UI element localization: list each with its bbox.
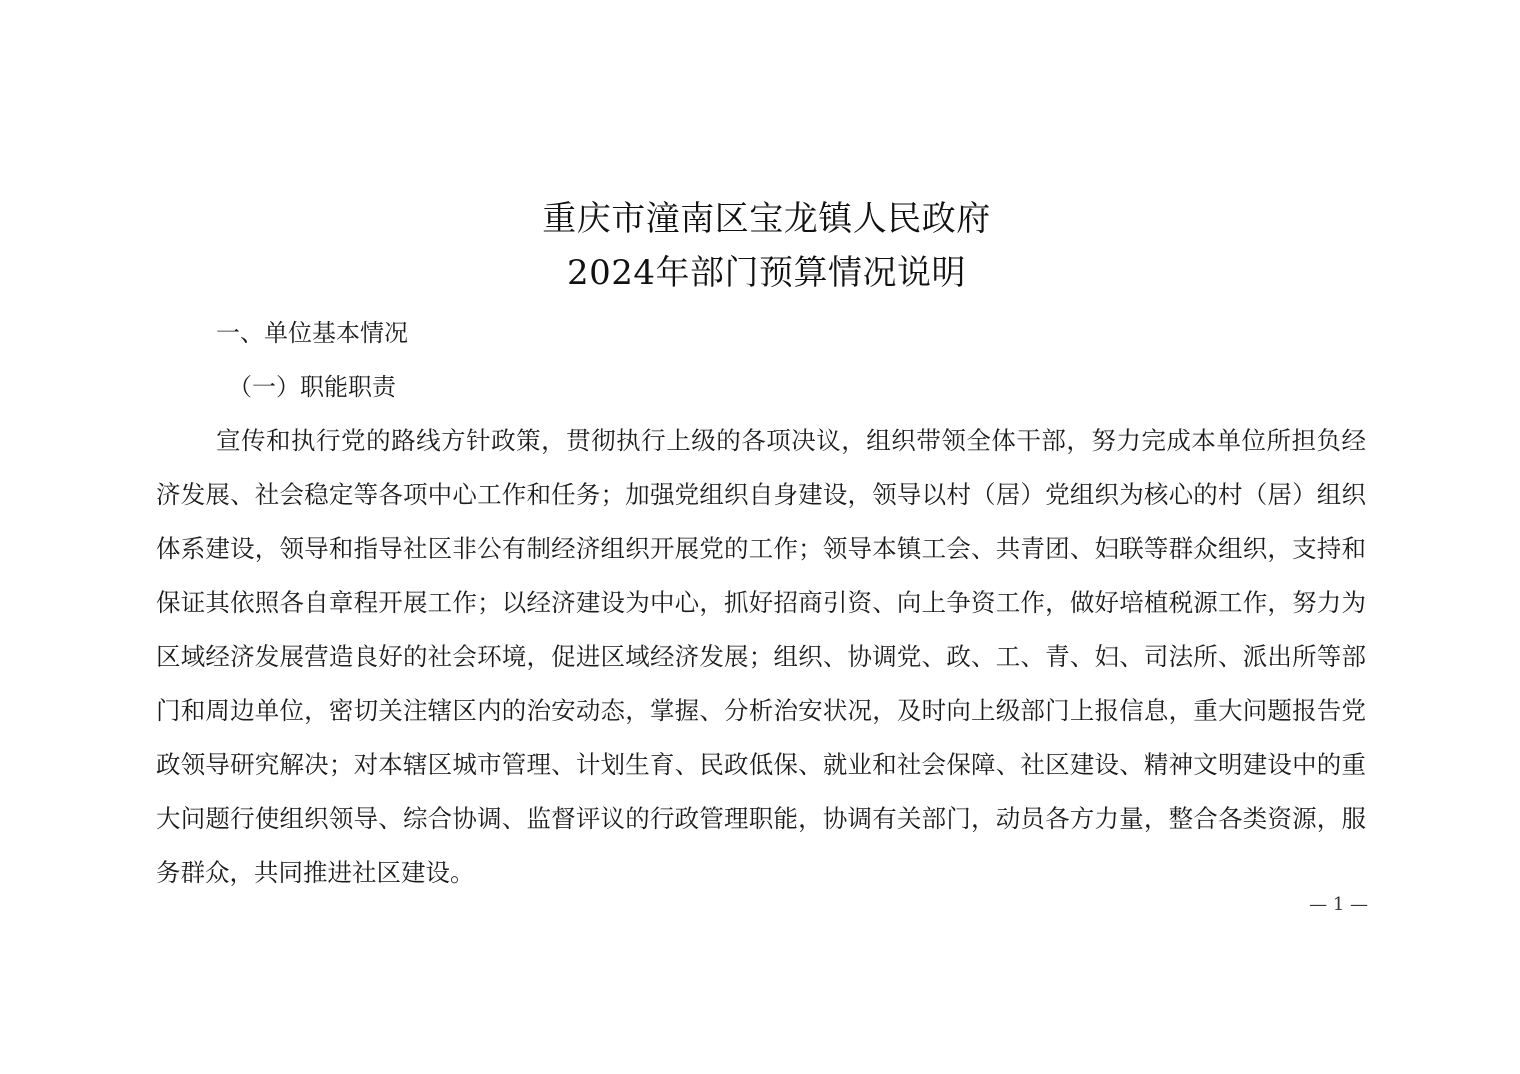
page-number: — 1 — xyxy=(1309,894,1368,915)
document-body xyxy=(156,306,1366,900)
body-paragraph: 宣传和执行党的路线方针政策，贯彻执行上级的各项决议，组织带领全体干部，努力完成本单位所担负经济发展、社会稳定等各项中心工作和任务；加强党组织自身建设，领导以村（居）党组织为核心的村（居）组织体系建设，领导和指导社区非公有制经济组织开展党的工作；领导本镇工会、共青团、妇联等群众组织，支持和保证其依照各自章程开展工作；以经济建设为中心，抓好招商引资、向上争资工作，做好培植税源工作，努力为区域经济发展营造良好的社会环境，促进区域经济发展；组织、协调党、政、工、青、妇、司法所、派出所等部门和周边单位，密切关注辖区内的治安动态，掌握、分析治安状况，及时向上级部门上报信息，重大问题报告党政领导研究解决；对本辖区城市管理、计划生育、民政低保、就业和社会保障、社区建设、精神文明建设中的重大问题行使组织领导、综合协调、监督评议的行政管理职能，协调有关部门，动员各方力量，整合各类资源，服务群众，共同推进社区建设。 xyxy=(156,426,1366,887)
title-line-1: 重庆市潼南区宝龙镇人民政府 xyxy=(542,199,991,239)
subsection-heading: （一）职能职责 xyxy=(228,373,396,401)
section-heading: 一、单位基本情况 xyxy=(216,319,408,347)
document-title xyxy=(0,192,1520,300)
title-line-2: 2024年部门预算情况说明 xyxy=(566,253,967,293)
